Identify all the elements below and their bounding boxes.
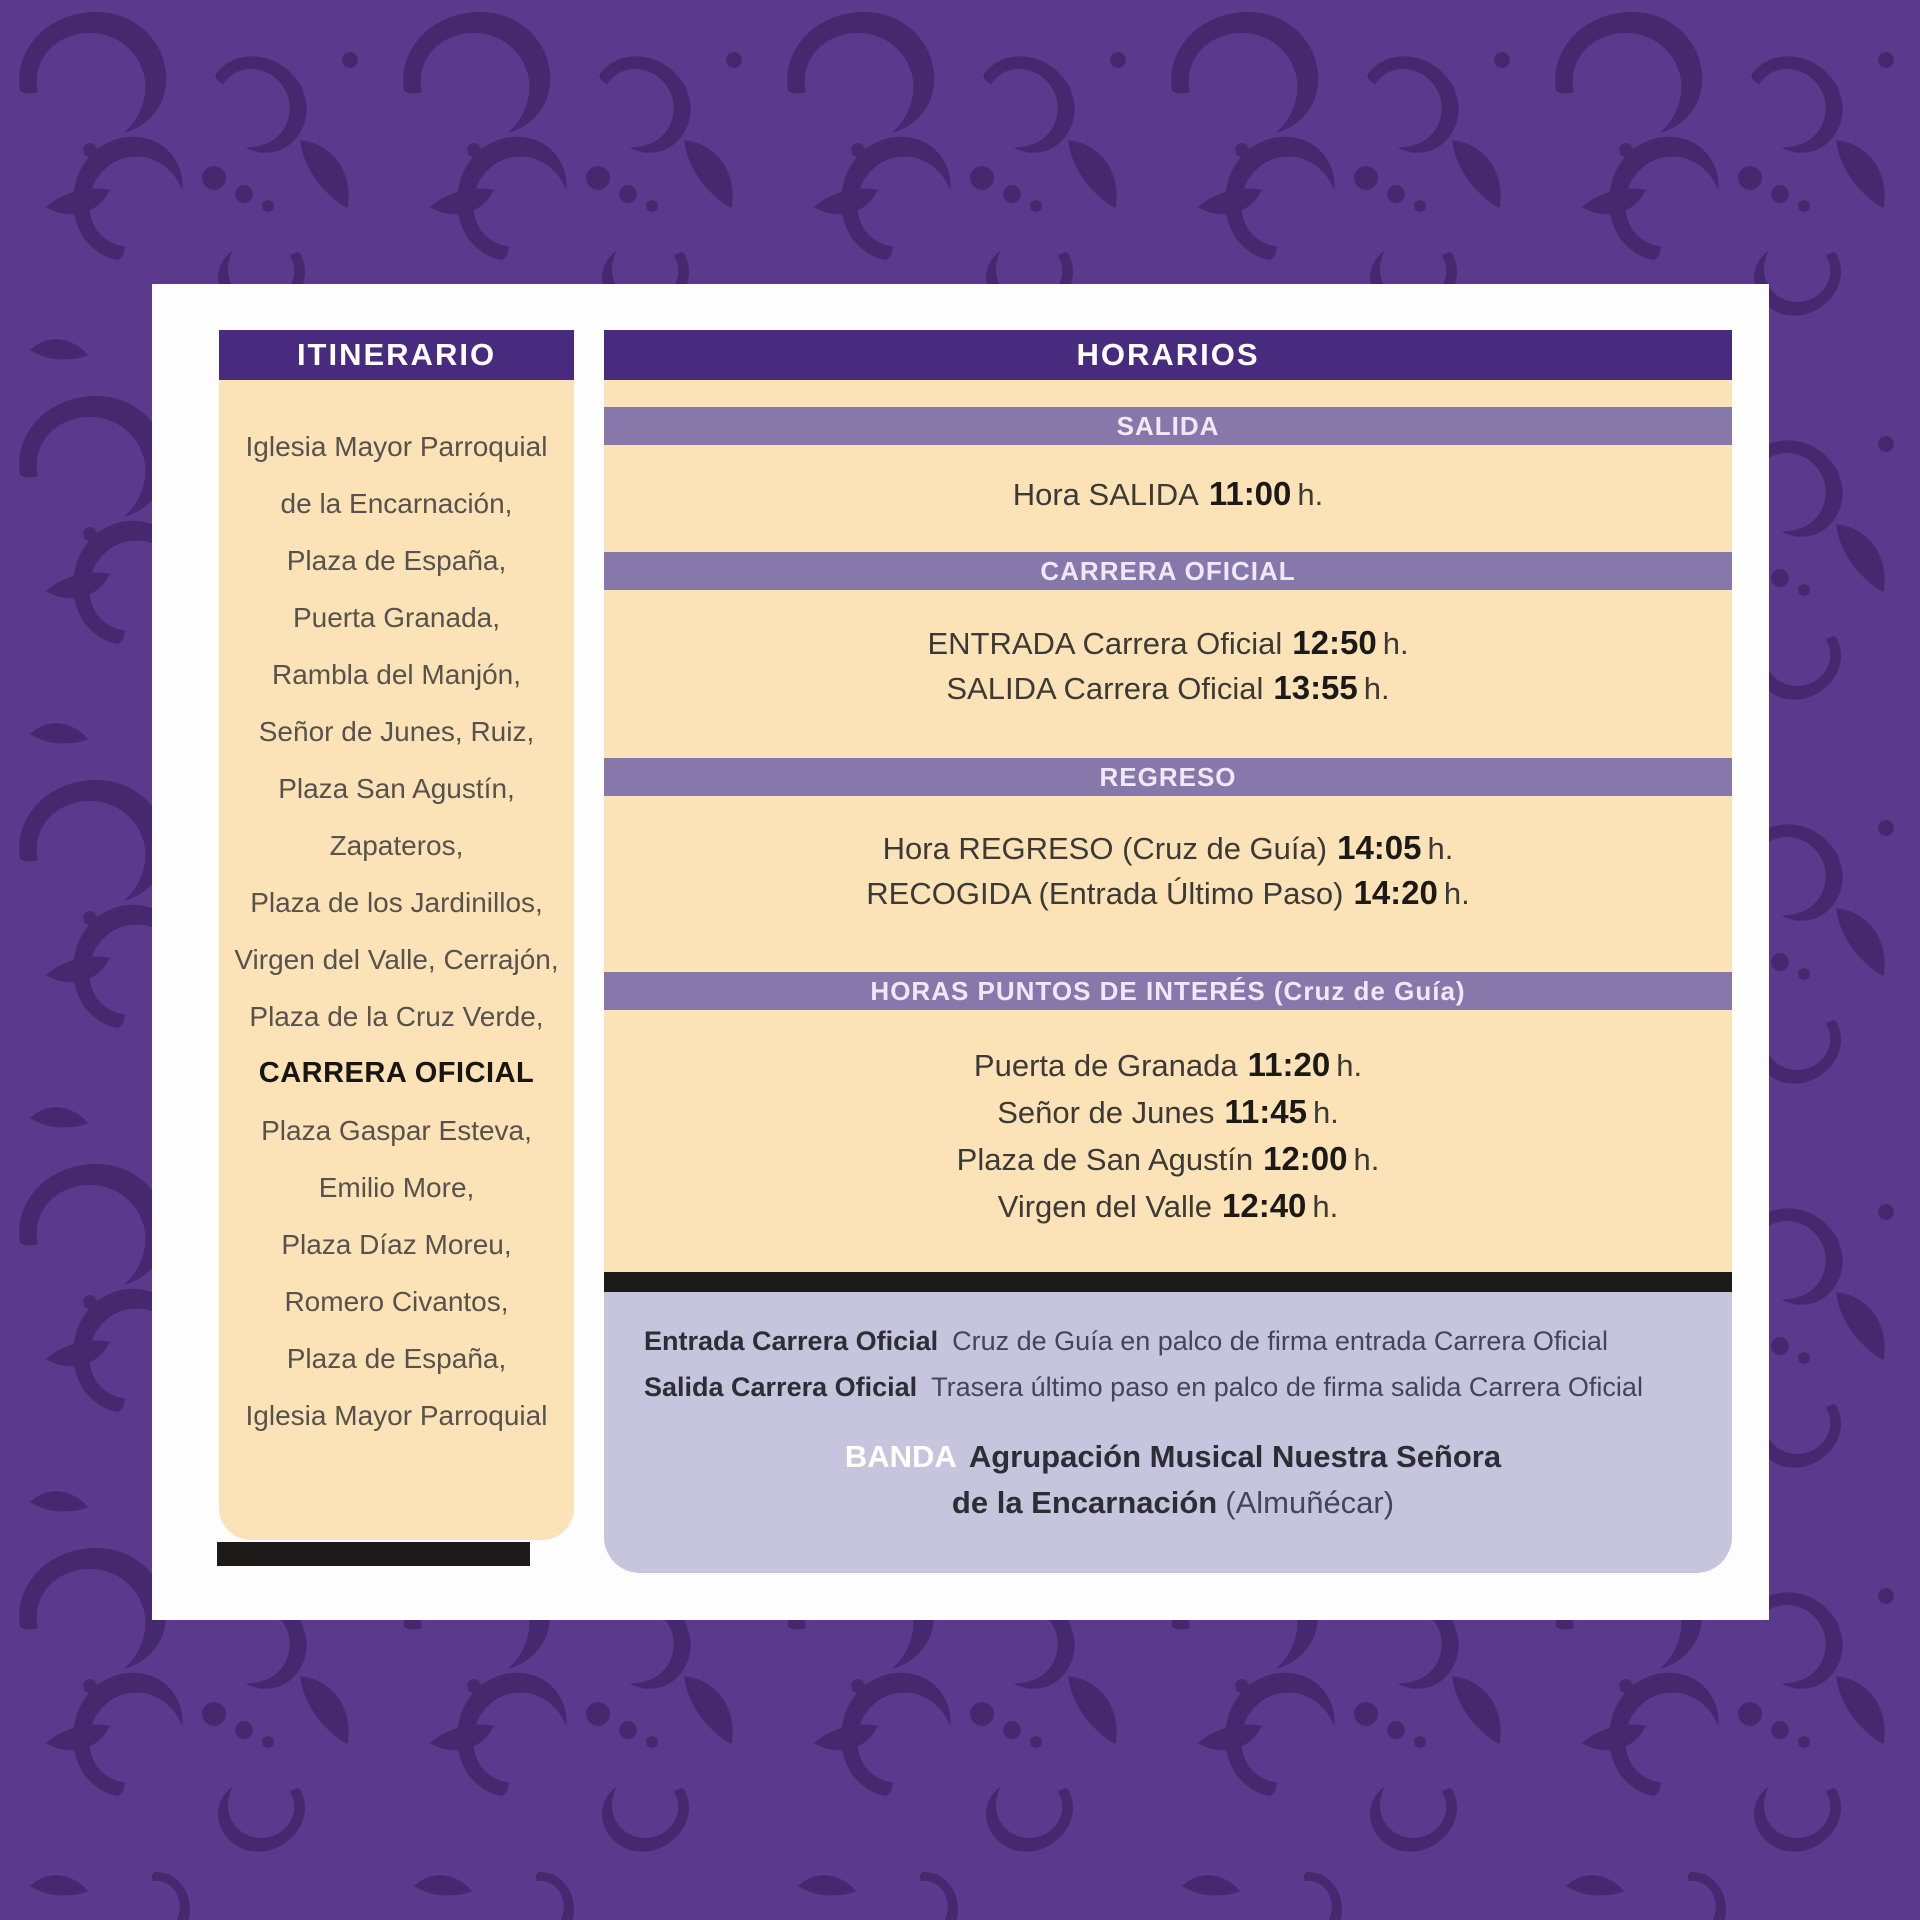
itinerary-stop: Virgen del Valle, Cerrajón,	[234, 944, 559, 975]
schedule-row-recogida	[604, 871, 1732, 916]
itinerary-stop: Plaza de España,	[286, 545, 507, 576]
itinerary-stop: Iglesia Mayor Parroquial	[245, 1400, 548, 1431]
itinerary-stop: Plaza San Agustín,	[278, 773, 515, 804]
notes-panel	[604, 1292, 1732, 1573]
itinerary-stop: Plaza de la Cruz Verde,	[249, 1001, 544, 1032]
section-header-regreso: REGRESO	[604, 758, 1732, 796]
schedule-row-regreso	[604, 826, 1732, 871]
banda-line-1	[644, 1434, 1702, 1480]
schedule-card	[152, 284, 1769, 1620]
schedule-row-plaza-san-agustin	[604, 1136, 1732, 1183]
schedule-unit: h.	[1427, 831, 1454, 866]
schedule-unit: h.	[1382, 626, 1409, 661]
schedule-label: SALIDA Carrera Oficial	[946, 671, 1264, 706]
itinerary-stop: Romero Civantos,	[284, 1286, 509, 1317]
schedule-label: Señor de Junes	[997, 1095, 1215, 1130]
schedule-unit: h.	[1297, 477, 1324, 512]
note-label: Salida Carrera Oficial	[644, 1372, 918, 1402]
schedule-time: 12:00	[1263, 1140, 1348, 1177]
itinerary-stop: Plaza Díaz Moreu,	[281, 1229, 512, 1260]
note-salida-carrera	[644, 1364, 1702, 1410]
banda-line-2	[644, 1480, 1702, 1526]
itinerary-stop: Rambla del Manjón,	[271, 659, 522, 690]
schedule-label: Hora REGRESO (Cruz de Guía)	[882, 831, 1328, 866]
schedule-unit: h.	[1443, 876, 1470, 911]
schedule-time: 11:20	[1247, 1046, 1331, 1083]
schedule-unit: h.	[1353, 1142, 1380, 1177]
schedule-time: 14:20	[1353, 874, 1438, 911]
banda-block	[644, 1434, 1702, 1526]
itinerary-title: ITINERARIO	[219, 330, 574, 380]
schedule-time: 12:40	[1222, 1187, 1307, 1224]
schedule-row-puerta-granada	[604, 1042, 1732, 1089]
section-header-carrera-oficial: CARRERA OFICIAL	[604, 552, 1732, 590]
schedule-time: 13:55	[1273, 669, 1358, 706]
schedule-row-virgen-del-valle	[604, 1183, 1732, 1230]
banda-name-line2: de la Encarnación	[951, 1485, 1218, 1520]
schedule-label: Plaza de San Agustín	[956, 1142, 1254, 1177]
itinerary-footer-bar	[217, 1542, 530, 1566]
itinerary-stop: Plaza de España,	[286, 1343, 507, 1374]
schedule-row-entrada-carrera	[604, 621, 1732, 666]
section-header-salida: SALIDA	[604, 407, 1732, 445]
itinerary-stop: Plaza de los Jardinillos,	[250, 887, 543, 918]
banda-name-line1: Agrupación Musical Nuestra Señora	[968, 1439, 1502, 1474]
itinerary-stop: Plaza Gaspar Esteva,	[261, 1115, 532, 1146]
banda-location: (Almuñécar)	[1225, 1485, 1395, 1520]
note-text: Trasera último paso en palco de firma salida Carrera Oficial	[931, 1372, 1643, 1402]
schedule-time: 11:00	[1208, 475, 1292, 512]
schedule-unit: h.	[1312, 1095, 1339, 1130]
note-entrada-carrera	[644, 1318, 1702, 1364]
horarios-title: HORARIOS	[604, 330, 1732, 380]
schedule-label: Puerta de Granada	[973, 1048, 1238, 1083]
note-text: Cruz de Guía en palco de firma entrada Carrera Oficial	[952, 1326, 1608, 1356]
schedule-time: 14:05	[1337, 829, 1422, 866]
schedule-row-senor-junes	[604, 1089, 1732, 1136]
itinerary-stop-carrera-oficial: CARRERA OFICIAL	[258, 1057, 535, 1089]
schedule-unit: h.	[1312, 1189, 1339, 1224]
schedule-unit: h.	[1336, 1048, 1363, 1083]
schedule-time: 11:45	[1224, 1093, 1307, 1130]
banda-label: BANDA	[844, 1439, 957, 1474]
itinerary-stop: Puerta Granada,	[292, 602, 501, 633]
itinerary-list	[219, 380, 574, 1540]
schedule-row-salida-carrera	[604, 666, 1732, 711]
schedule-time: 12:50	[1292, 624, 1377, 661]
itinerary-stop: Emilio More,	[318, 1172, 475, 1203]
section-header-puntos-interes: HORAS PUNTOS DE INTERÉS (Cruz de Guía)	[604, 972, 1732, 1010]
horarios-body	[604, 380, 1732, 1272]
schedule-row-salida	[604, 472, 1732, 517]
schedule-label: Hora SALIDA	[1012, 477, 1199, 512]
schedule-label: ENTRADA Carrera Oficial	[927, 626, 1283, 661]
schedule-label: RECOGIDA (Entrada Último Paso)	[866, 876, 1344, 911]
itinerary-stop: Zapateros,	[329, 830, 464, 861]
horarios-footer-separator	[604, 1272, 1732, 1292]
itinerary-stop: Señor de Junes, Ruiz,	[258, 716, 535, 747]
schedule-label: Virgen del Valle	[997, 1189, 1212, 1224]
schedule-unit: h.	[1363, 671, 1390, 706]
itinerary-stop: Iglesia Mayor Parroquial	[245, 431, 548, 462]
itinerary-stop: de la Encarnación,	[280, 488, 513, 519]
note-label: Entrada Carrera Oficial	[644, 1326, 939, 1356]
